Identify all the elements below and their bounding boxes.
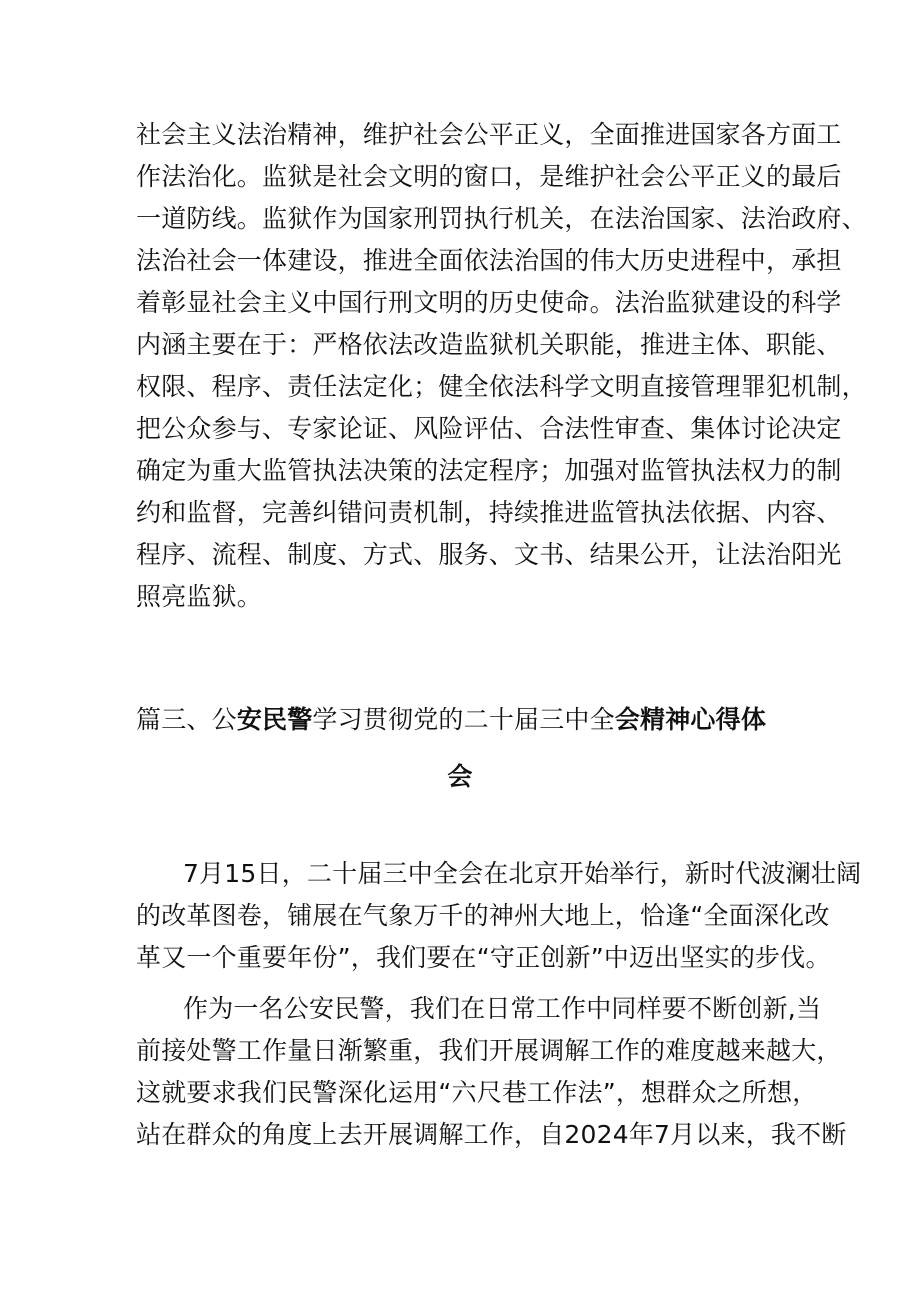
para1-line-6: 内涵主要在于：严格依法改造监狱机关职能，推进主体、职能、 (136, 330, 842, 359)
para3-line-2: 前接处警工作量日渐繁重，我们开展调解工作的难度越来越大， (136, 1036, 842, 1065)
para1-line-4: 法治社会一体建设，推进全面依法治国的伟大历史进程中，承担 (136, 246, 842, 275)
heading-part-4: 会精神心得体 (614, 705, 767, 734)
para1-line-3: 一道防线。监狱作为国家刑罚执行机关，在法治国家、法治政府、 (136, 204, 867, 233)
para1-line-2: 作法治化。监狱是社会文明的窗口，是维护社会公平正义的最后 (136, 162, 842, 191)
para2-line-3: 革又一个重要年份”，我们要在“守正创新”中迈出坚实的步伐。 (136, 943, 831, 972)
para2-line-1: 7月15日，二十届三中全会在北京开始举行，新时代波澜壮阔 (183, 859, 862, 888)
para3-line-3: 这就要求我们民警深化运用“六尺巷工作法”，想群众之所想， (136, 1078, 818, 1107)
heading-part-2: 安民警 (236, 705, 313, 734)
para1-line-12: 照亮监狱。 (136, 582, 263, 611)
heading-part-3: 学习贯彻党的二十届三中全 (312, 705, 615, 734)
para1-line-10: 约和监督，完善纠错问责机制，持续推进监管执法依据、内容、 (136, 498, 842, 527)
para1-line-11: 程序、流程、制度、方式、服务、文书、结果公开，让法治阳光 (136, 540, 842, 569)
para1-line-7: 权限、程序、责任法定化；健全依法科学文明直接管理罪犯机制， (136, 372, 867, 401)
para1-line-1: 社会主义法治精神，维护社会公平正义，全面推进国家各方面工 (136, 120, 842, 149)
para1-line-8: 把公众参与、专家论证、风险评估、合法性审查、集体讨论决定 (136, 414, 842, 443)
para1-line-9: 确定为重大监管执法决策的法定程序；加强对监管执法权力的制 (136, 456, 842, 485)
para1-line-5: 着彰显社会主义中国行刑文明的历史使命。法治监狱建设的科学 (136, 288, 842, 317)
section-heading-line-2: 会 (447, 762, 473, 791)
para3-line-1: 作为一名公安民警，我们在日常工作中同样要不断创新,当 (183, 994, 822, 1023)
heading-part-1: 篇三、公 (136, 705, 237, 734)
section-heading (136, 705, 806, 735)
para3-line-4: 站在群众的角度上去开展调解工作，自2024年7月以来，我不断 (136, 1120, 847, 1149)
para2-line-2: 的改革图卷，铺展在气象万千的神州大地上，恰逢“全面深化改 (136, 901, 830, 930)
